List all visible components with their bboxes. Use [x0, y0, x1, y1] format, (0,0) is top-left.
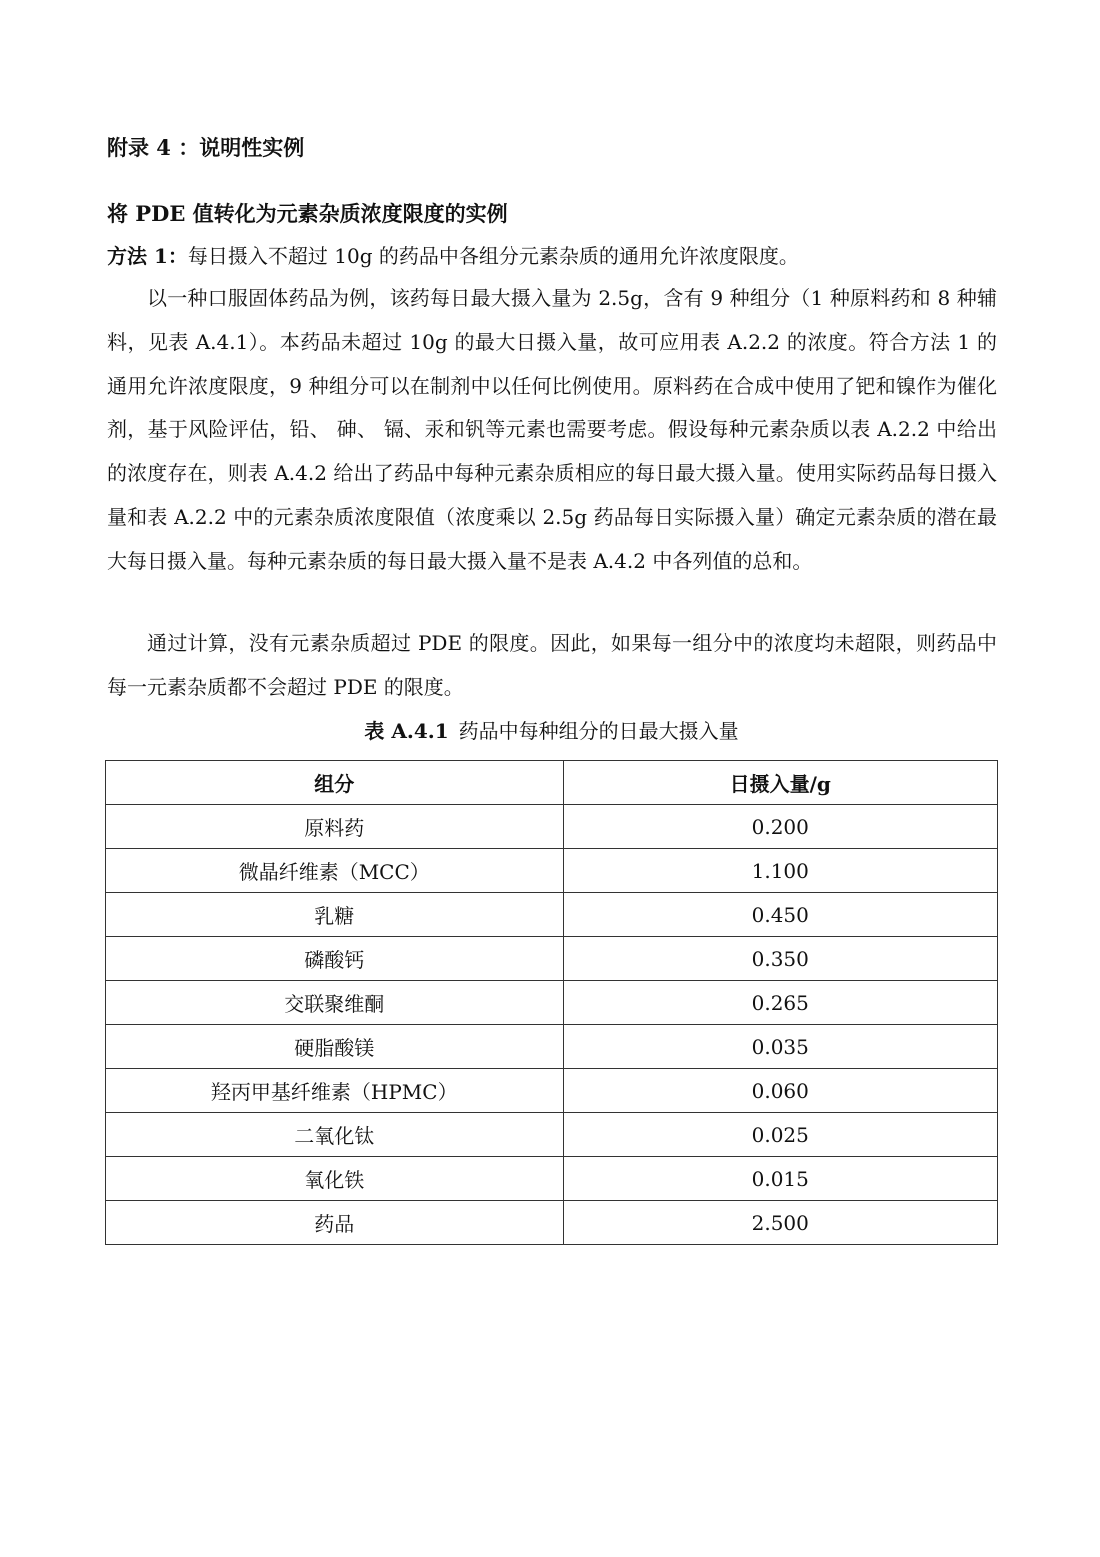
component-cell: 二氧化钛	[106, 1113, 564, 1157]
intake-cell: 0.265	[563, 981, 997, 1025]
table-row	[106, 849, 998, 893]
intake-cell: 0.200	[563, 805, 997, 849]
section-title: 将 PDE 值转化为元素杂质浓度限度的实例	[107, 201, 508, 226]
table-row	[106, 805, 998, 849]
table-row	[106, 981, 998, 1025]
component-cell: 乳糖	[106, 893, 564, 937]
body-paragraph: 通过计算，没有元素杂质超过 PDE 的限度。因此，如果每一组分中的浓度均未超限，则药品中每一元素杂质都不会超过 PDE 的限度。	[107, 631, 997, 699]
intake-cell: 0.015	[563, 1157, 997, 1201]
component-cell: 硬脂酸镁	[106, 1025, 564, 1069]
component-cell: 羟丙甲基纤维素（HPMC）	[106, 1069, 564, 1113]
intake-cell: 1.100	[563, 849, 997, 893]
table-row	[106, 1201, 998, 1245]
header-daily-intake: 日摄入量/g	[563, 761, 997, 805]
intake-cell: 0.060	[563, 1069, 997, 1113]
component-intake-table	[105, 760, 998, 1245]
table-row	[106, 1025, 998, 1069]
component-cell: 微晶纤维素（MCC）	[106, 849, 564, 893]
intake-cell: 0.025	[563, 1113, 997, 1157]
table-caption	[105, 715, 998, 747]
method-line	[107, 240, 799, 272]
component-cell: 氧化铁	[106, 1157, 564, 1201]
component-cell: 药品	[106, 1201, 564, 1245]
method-text: 每日摄入不超过 10g 的药品中各组分元素杂质的通用允许浓度限度。	[187, 244, 799, 268]
intake-cell: 0.350	[563, 937, 997, 981]
method-label: 方法 1：	[107, 244, 188, 268]
table-row	[106, 1157, 998, 1201]
body-paragraph: 以一种口服固体药品为例，该药每日最大摄入量为 2.5g，含有 9 种组分（1 种原料药和 8 种辅料，见表 A.4.1）。本药品未超过 10g 的最大日摄入量，故可应用表 A.2.2 的浓度。符合方法 1 的通用允许浓度限度，9 种组分可以在制剂中以任何比例使用。原料药在合成中使用了钯和镍作为催化剂，基于风险评估，铅、 砷、 镉、汞和钒等元素也需要考虑。假设每种元素杂质以表 A.2.2 中给出的浓度存在，则表 A.4.2 给出了药品中每种元素杂质相应的每日最大摄入量。使用实际药品每日摄入量和表 A.2.2 中的元素杂质浓度限值（浓度乘以 2.5g 药品每日实际摄入量）确定元素杂质的潜在最大每日摄入量。每种元素杂质的每日最大摄入量不是表 A.4.2 中各列值的总和。	[107, 286, 997, 573]
table-row	[106, 937, 998, 981]
appendix-title: 附录 4 ：说明性实例	[107, 135, 305, 160]
intake-cell: 2.500	[563, 1201, 997, 1245]
intake-cell: 0.450	[563, 893, 997, 937]
intake-cell: 0.035	[563, 1025, 997, 1069]
component-cell: 交联聚维酮	[106, 981, 564, 1025]
component-cell: 磷酸钙	[106, 937, 564, 981]
header-component: 组分	[106, 761, 564, 805]
table-row	[106, 1113, 998, 1157]
table-caption-number: 表 A.4.1	[364, 719, 449, 743]
table-caption-text: 药品中每种组分的日最大摄入量	[458, 719, 739, 743]
table-header-row	[106, 761, 998, 805]
table-row	[106, 1069, 998, 1113]
component-cell: 原料药	[106, 805, 564, 849]
table-row	[106, 893, 998, 937]
